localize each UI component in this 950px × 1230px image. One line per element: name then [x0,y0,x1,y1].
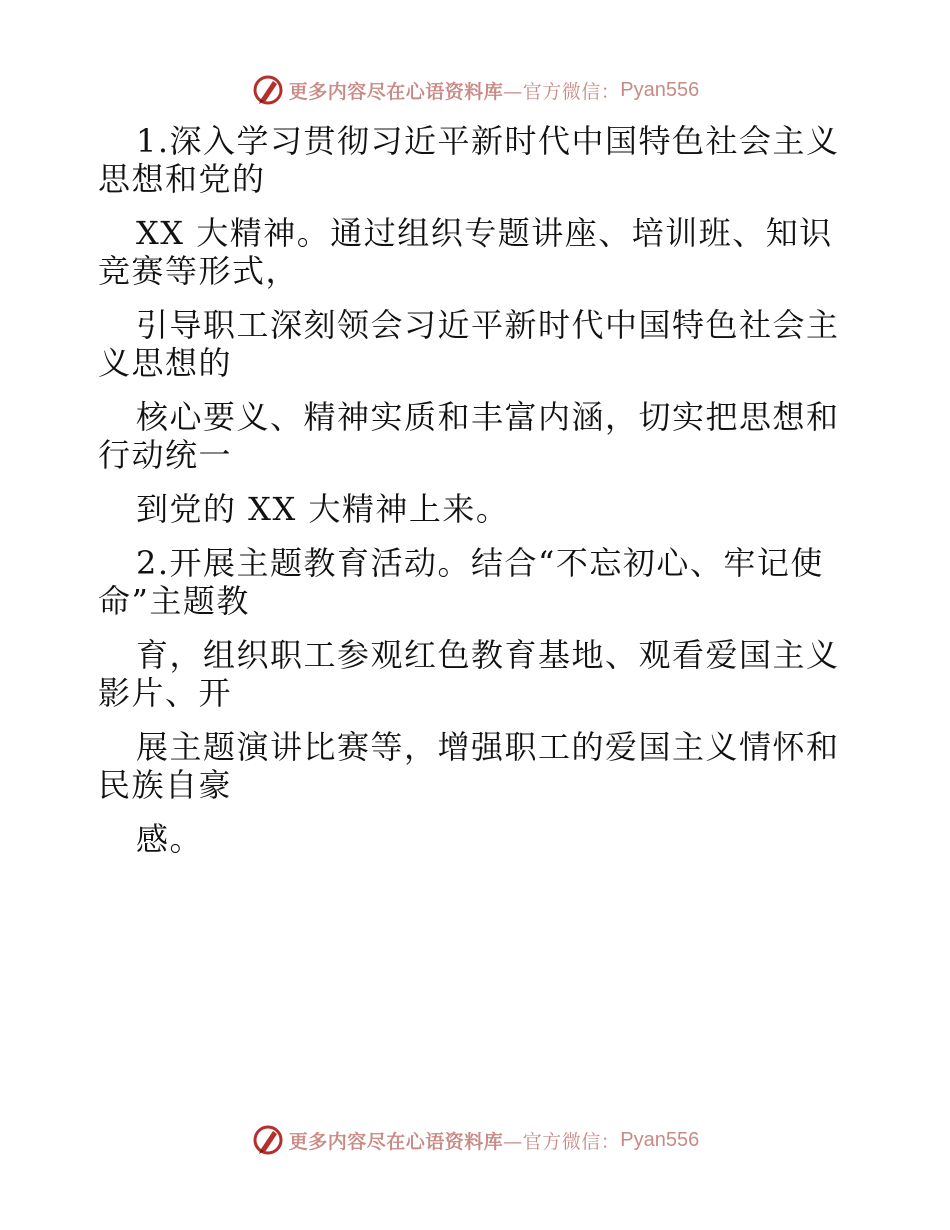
pen-logo-icon [251,1123,285,1157]
paragraph [98,728,858,804]
paragraph [98,636,858,712]
footer-wechat-id: Pyan556 [620,1128,700,1151]
paragraph [98,490,858,528]
paragraph [98,214,858,290]
text-line: 影片、开 [98,674,233,712]
header-brand-text: 更多内容尽在心语资料库 [288,80,504,103]
text-line: 思想和党的 [98,160,266,198]
paragraph [98,306,858,382]
text-line: 命”主题教 [98,582,250,620]
text-line: 1.深入学习贯彻习近平新时代中国特色社会主义 [136,122,840,160]
header-banner [0,70,950,110]
document-body [98,122,858,874]
header-separator-text: —官方微信： [503,80,621,103]
footer-banner [0,1120,950,1160]
paragraph [98,122,858,198]
text-line: 感。 [136,820,204,858]
text-line: 引导职工深刻领会习近平新时代中国特色社会主 [136,306,840,344]
header-wechat-id: Pyan556 [620,78,700,101]
pen-logo-icon [251,73,285,107]
text-line: 2.开展主题教育活动。结合“不忘初心、牢记使 [136,544,824,582]
text-line: 展主题演讲比赛等，增强职工的爱国主义情怀和 [136,728,840,766]
paragraph [98,820,858,858]
footer-brand-text: 更多内容尽在心语资料库 [288,1130,504,1153]
paragraph [98,398,858,474]
text-line: 行动统一 [98,436,233,474]
text-line: 育，组织职工参观红色教育基地、观看爱国主义 [136,636,840,674]
text-line: 到党的 XX 大精神上来。 [136,490,510,528]
text-line: XX 大精神。通过组织专题讲座、培训班、知识 [136,214,833,252]
text-line: 竞赛等形式， [98,252,300,290]
text-line: 核心要义、精神实质和丰富内涵，切实把思想和 [136,398,840,436]
footer-separator-text: —官方微信： [503,1130,621,1153]
text-line: 义思想的 [98,344,233,382]
paragraph [98,544,858,620]
text-line: 民族自豪 [98,766,233,804]
